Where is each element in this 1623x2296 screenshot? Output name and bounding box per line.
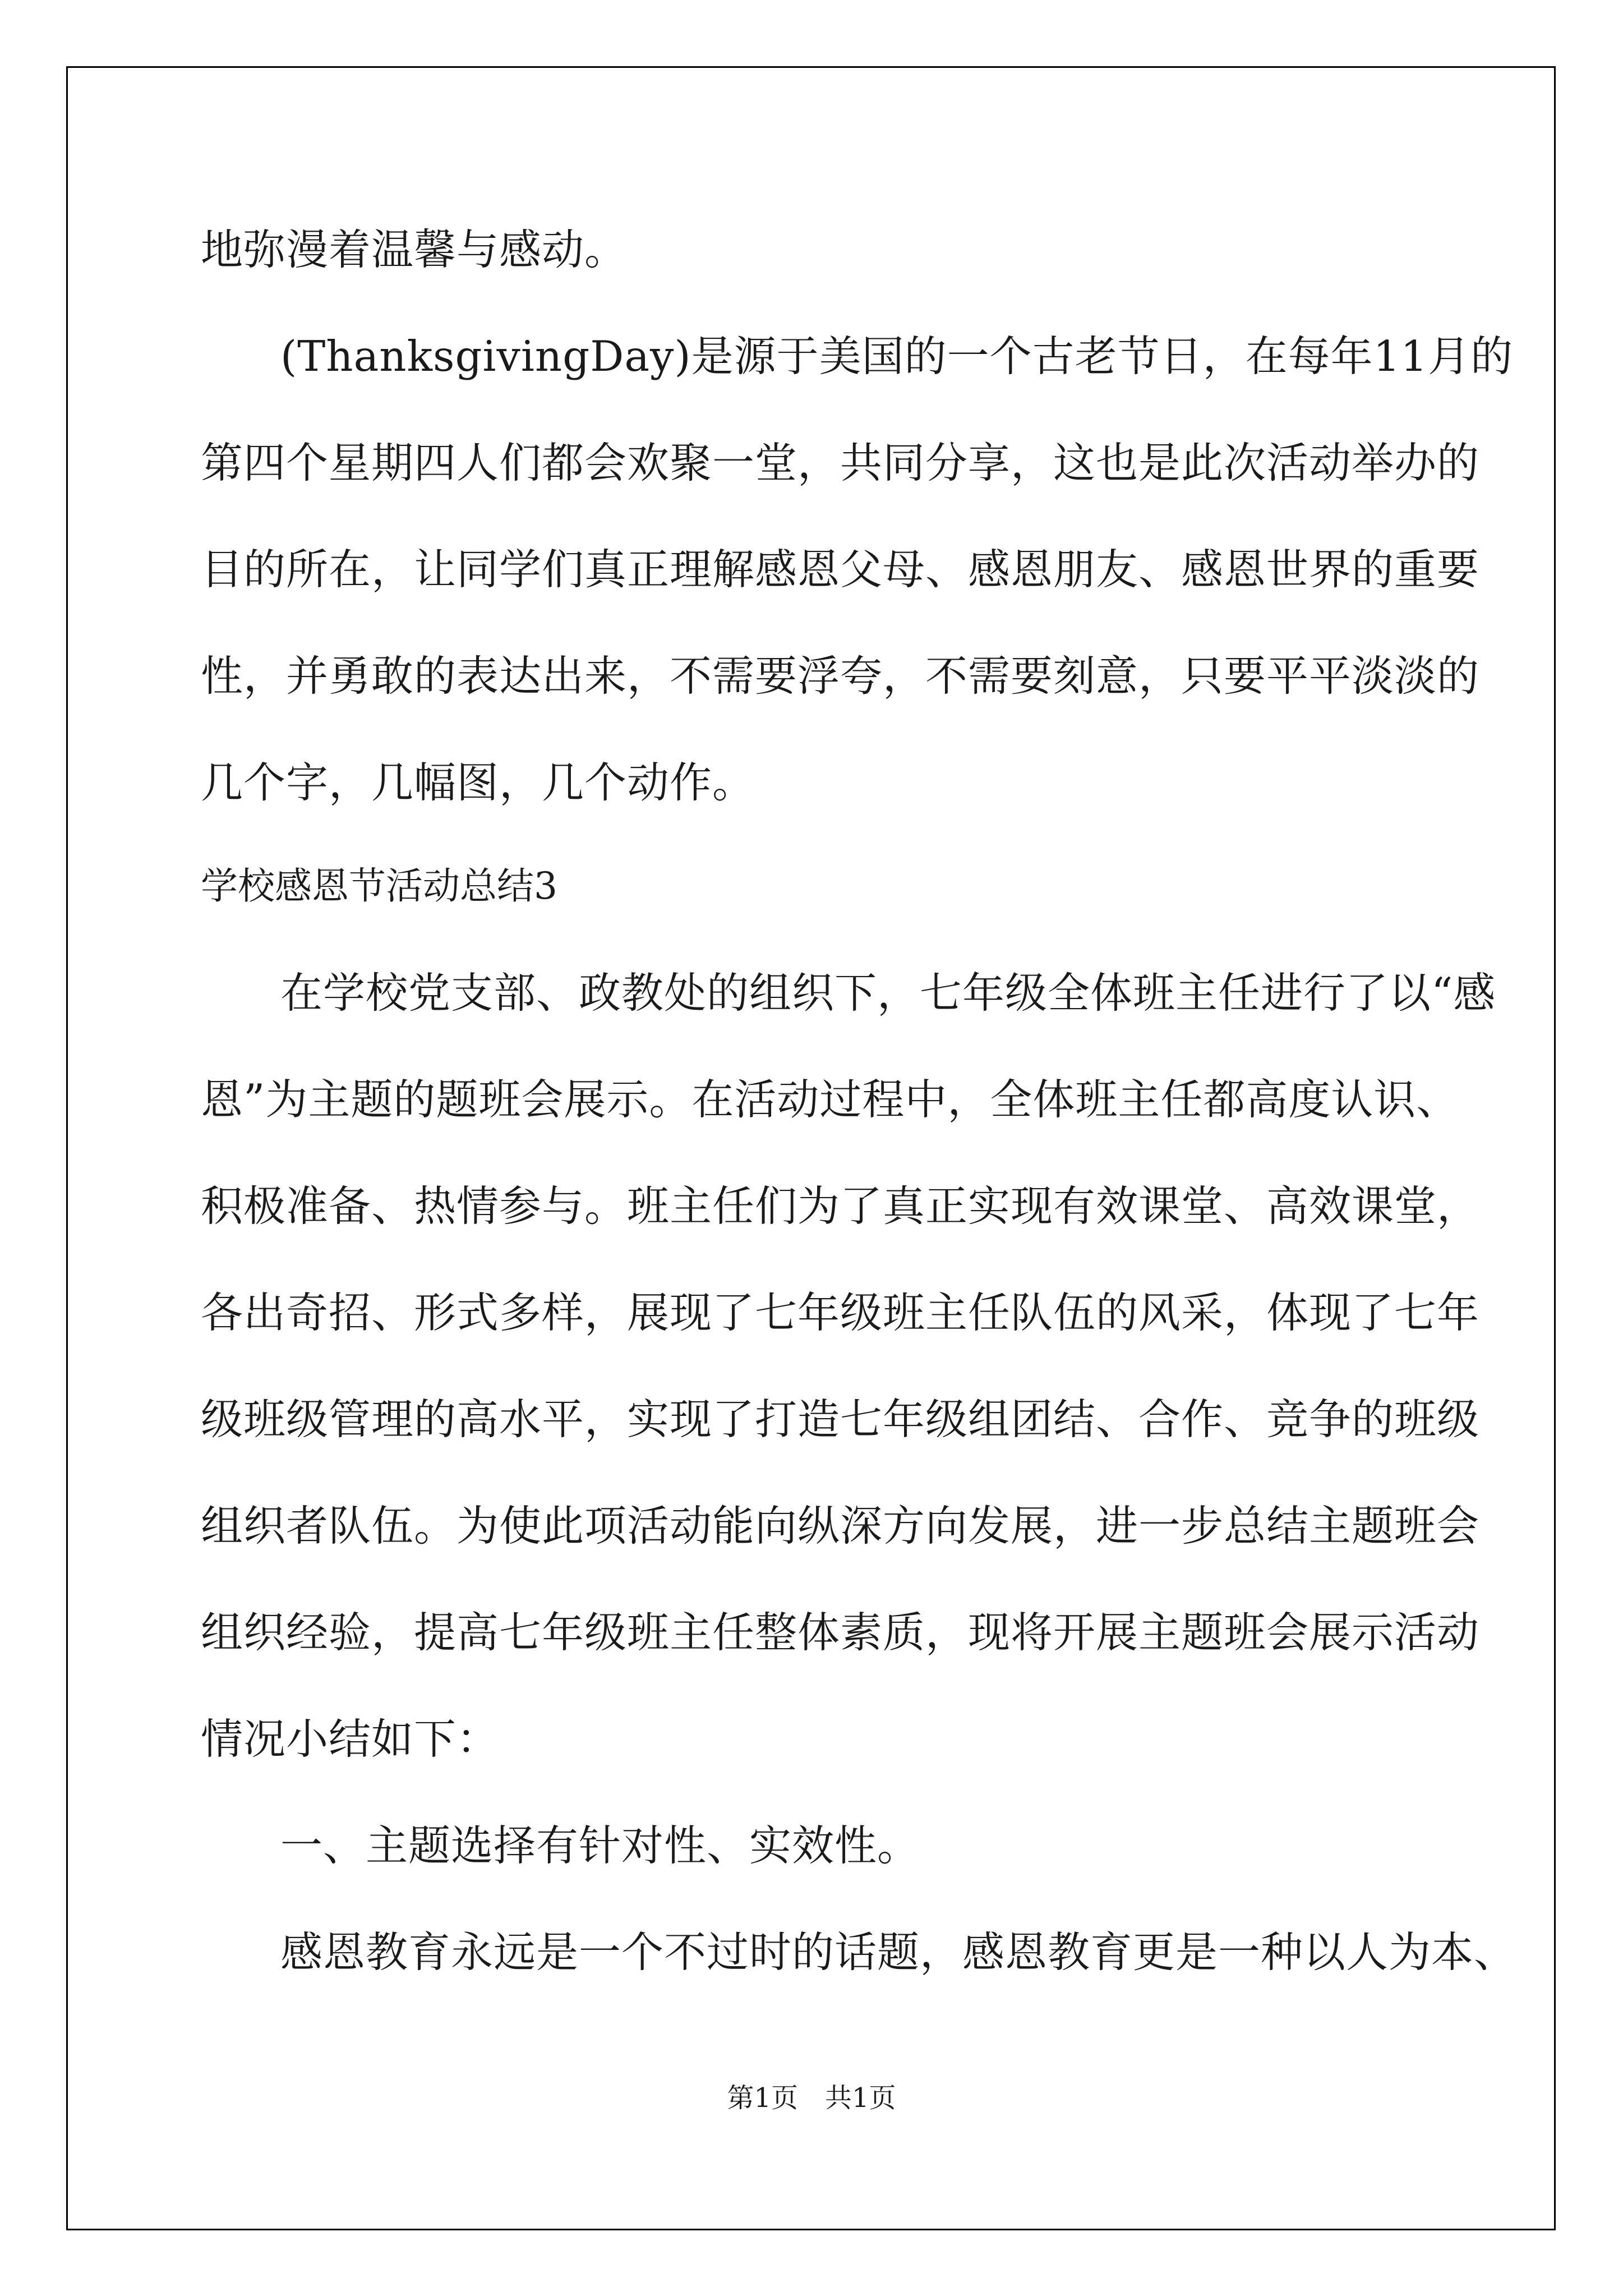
body-line: 目的所在，让同学们真正理解感恩父母、感恩朋友、感恩世界的重要 bbox=[201, 545, 1480, 594]
body-line: 情况小结如下： bbox=[201, 1714, 500, 1764]
page-footer: 第1页 共1页 bbox=[727, 2082, 896, 2114]
body-line: 在学校党支部、政教处的组织下，七年级全体班主任进行了以“感 bbox=[280, 968, 1496, 1018]
body-line: 感恩教育永远是一个不过时的话题，感恩教育更是一种以人为本、 bbox=[280, 1927, 1517, 1977]
body-line: 一、主题选择有针对性、实效性。 bbox=[280, 1821, 920, 1870]
body-line: 组织经验，提高七年级班主任整体素质，现将开展主题班会展示活动 bbox=[201, 1608, 1480, 1657]
page-border bbox=[66, 66, 1556, 2230]
body-line: 第四个星期四人们都会欢聚一堂，共同分享，这也是此次活动举办的 bbox=[201, 438, 1480, 487]
body-line: 组织者队伍。为使此项活动能向纵深方向发展，进一步总结主题班会 bbox=[201, 1501, 1480, 1550]
body-line: 几个字，几幅图，几个动作。 bbox=[201, 758, 755, 807]
section-heading: 学校感恩节活动总结3 bbox=[201, 864, 557, 908]
body-line: 级班级管理的高水平，实现了打造七年级组团结、合作、竞争的班级 bbox=[201, 1395, 1480, 1444]
body-line: 恩”为主题的题班会展示。在活动过程中，全体班主任都高度认识、 bbox=[201, 1075, 1459, 1124]
body-line: (ThanksgivingDay)是源于美国的一个古老节日，在每年11月的 bbox=[280, 332, 1514, 381]
body-line: 地弥漫着温馨与感动。 bbox=[201, 225, 628, 274]
body-line: 各出奇招、形式多样，展现了七年级班主任队伍的风采，体现了七年 bbox=[201, 1288, 1480, 1337]
body-line: 性，并勇敢的表达出来，不需要浮夸，不需要刻意，只要平平淡淡的 bbox=[201, 651, 1480, 701]
body-line: 积极准备、热情参与。班主任们为了真正实现有效课堂、高效课堂， bbox=[201, 1181, 1480, 1231]
